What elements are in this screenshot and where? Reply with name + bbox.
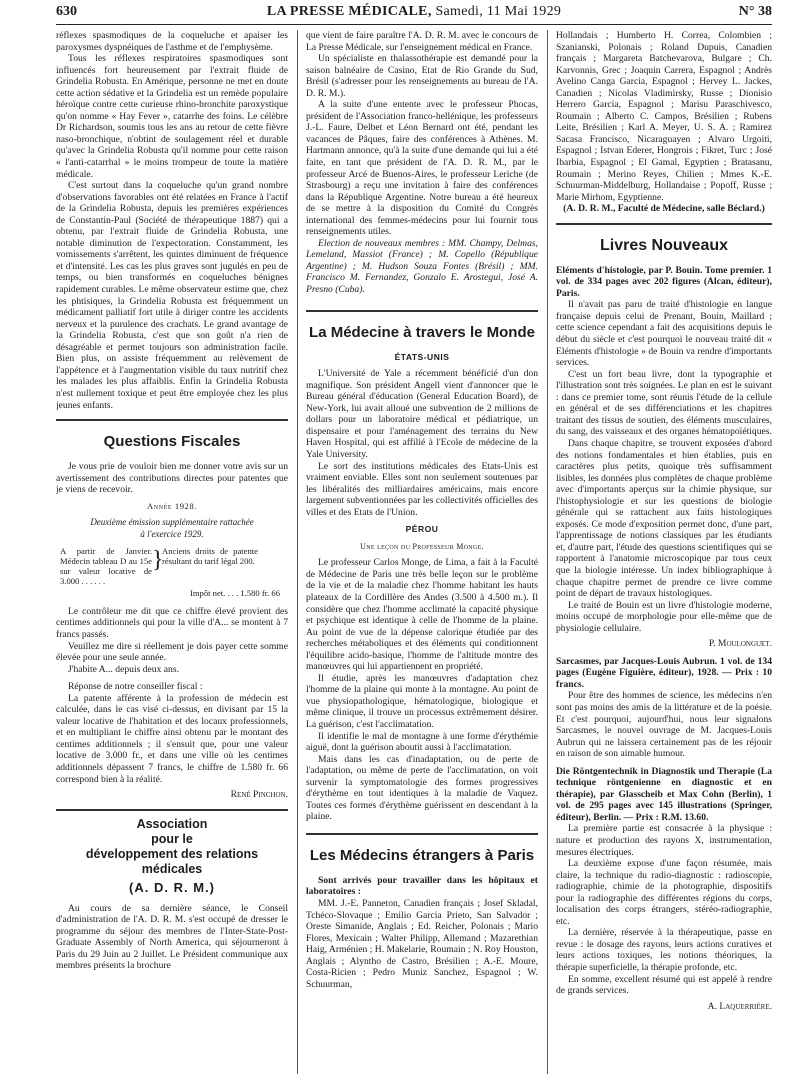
section-title-medecins-etrangers: Les Médecins étrangers à Paris — [309, 846, 535, 864]
signature: René Pinchon. — [230, 789, 288, 801]
paragraph: MM. J.-E. Panneton, Canadien français ; Josef Skladal, Tchéco-Slovaque ; Emilio Garcia Prieto, San Salvador ; Oreste Simanide, Anglais ; Ed. Reicher, Polonais ; Mario Flores, Mexicain ; Walter Philipp, Allemand ; Mazarethian Haig, Arménien ; H. Makelarie, Roumain ; N. Roy Houston, Anglais ; Alyntho de Castro, Brésilien ; A.-E. Moure, Costa-Ricien ; Pedro Muniz Sanchez, Espagnol ; W. Schuurman, — [306, 898, 538, 990]
title-line: pour le — [151, 831, 193, 846]
title-line: Association — [136, 816, 208, 831]
paragraph: L'Université de Yale a récemment bénéficié d'un don magnifique. Son président Angell vient d'annoncer que le Bureau général d'éducation (General Education Board), de New-York, lui avait alloué une subvention de 2 millions de dollars pour un laboratoire médical et pédiatrique, un dispensaire et pour l'aménagement des terrains du New Haven Hospital, qui est affilié à l'Ecole de médecine de la Yale University. — [306, 368, 538, 460]
column-1 — [56, 30, 288, 1074]
paragraph: La première partie est consacrée à la physique : nature et production des rayons X, instrumentation, mesures électriques. — [556, 823, 772, 858]
paragraph: Mais dans les cas d'inadaptation, ou de perte de l'adaptation, ou même de perte de l'acclimatation, on voit survenir la symptomatologie des formes progressives d'érythème en tout identiques à la maladie de Vaquez. Toutes ces formes d'érythème guérissent en descendant à la plaine. — [306, 753, 538, 823]
title-line: (A. D. R. M.) — [129, 879, 215, 895]
paragraph: La dernière, réservée à la thérapeutique, passe en revue : le dosage des rayons, leurs actions curatives et leurs actions toxiques, les notions théoriques, la thérapie superficielle, la thérapie profonde, etc. — [556, 927, 772, 974]
emission-line: Deuxième émission supplémentaire rattachée — [90, 517, 254, 528]
paragraph: La patente afférente à la profession de médecin est calculée, dans le cas visé ci-dessus, en divisant par 15 la valeur locative de l'habitation et des locaux professionnels, et en multipliant le chiffre ainsi obtenu par le montant des centimes additionnels ; il s'ensuit que, pour une valeur locative de 3.000 fr., et dans une ville où les centimes additionnels dépassent 7 francs, le chiffre de 1.580 fr. 66 correspond bien à la réalité. — [56, 692, 288, 785]
book-entry-heading: Die Röntgentechnik in Diagnostik und Therapie (La technique röntgenienne en diagnostic et en thérapie), par Glasscheib et Max Cohn (Berlin), 1 vol. de 295 pages avec 145 illustrations (Springer, éditeur), Berlin. — Prix : R.M. 13.60. — [556, 765, 772, 823]
paragraph: La deuxième expose d'une façon résumée, mais claire, la technique du radio-diagnostic : radioscopie, radiographie, chimie de la photographie, dispositifs pour la radiographie des différentes régions du corps, localisation des corps étrangers, stéréo-radiographie, etc. — [556, 858, 772, 927]
paragraph: A la suite d'une entente avec le professeur Phocas, président de l'Association franco-hellénique, les professeurs J.-L. Faure, Delbet et Léon Bernard ont été, pendant les vacances de Pâques, faire des conférences à Athènes. M. Hartmann annonce, qu'à la suite d'une demande qui lui a été faite, en tant que président de l'A. D. R. M., par le professeur Arcé de Buenos-Aires, le professeur Leriche (de Strasbourg) a reçu une invitation à faire des conférences dans la République Argentine. Notre bureau a été heureux de se mettre à la disposition du Comité du Congrès international des femmes-médecins pour lui fournir tous renseignements utiles. — [306, 99, 538, 238]
paragraph: C'est un fort beau livre, dont la typographie et l'illustration sont très soignées. Le plan en est le suivant : dans ce premier tome, sont réunis l'étude de la cellule en général et de ses différenciations et les chapitres traitant des tissus de soutien, des éléments musculaires, du sang, des vaisseaux et des organes hématopoïétiques. — [556, 368, 772, 438]
tax-table-left: A partir de Janvier. Médecin tableau D au 15e sur valeur locative de 3.000 . . . . . . — [60, 546, 152, 587]
section-divider — [56, 809, 288, 811]
journal-name: LA PRESSE MÉDICALE, — [266, 4, 432, 19]
page-header — [56, 2, 772, 25]
paragraph: Il identifie le mal de montagne à une forme d'érythémie aiguë, dont la guérison aboutit aussi à l'acclimatation. — [306, 730, 538, 754]
page-number: 630 — [56, 4, 77, 19]
paragraph: Il n'avait pas paru de traité d'histologie en langue française depuis celui de Prenant, Bouin, Maillard ; cette science cependant a fait des acquisitions depuis le début du siècle et c'est pourquoi le nouveau traité dit « Eléments d'histologie » de Bouin va rendre d'importants services. — [556, 299, 772, 369]
paragraph: J'habite A... depuis deux ans. — [68, 663, 179, 675]
subsection-heading: PÉROU — [405, 524, 439, 535]
tax-table — [60, 546, 288, 586]
book-entry-heading: Eléments d'histologie, par P. Bouin. Tome premier. 1 vol. de 334 pages avec 202 figures (Alcan, éditeur), Paris. — [556, 264, 772, 299]
paragraph: En somme, excellent résumé qui est appelé à rendre de grands services. — [556, 973, 772, 997]
paragraph: C'est surtout dans la coqueluche qu'un grand nombre d'observations favorables ont été relatées en France à l'actif de la Grindelia Robusta, depuis les premières expériences de Constantin-Paul (Société de thérapeutique 1887) qui a obtenu, par l'extrait fluide de Grindelia Robusta, une notable diminution de l'expectoration. Constamment, les vomissements s'arrêtent, les quintes diminuent de fréquence et d'intensité. Les cas les plus graves sont jugulés en peu de temps, ou bien transformés en coqueluches bénignes rapidement curables. Le même observateur estime que, chez les phtisiques, la Grindelia Robusta est fréquemment un médicament palliatif fort utile à diriger contre les accidents nerveux et la purulence des crachats. Le grand avantage de la Grindelia Robusta, c'est que son goût n'a rien de désagréable et permet toujours son administration facile. Bien plus, on assiste fréquemment au relèvement de l'appétence et à l'augmentation visible du taux nutritif chez les malades les plus affaiblis. Enfin la Grindelia Robusta n'est nullement toxique et peut être employée chez les plus jeunes enfants. — [56, 180, 288, 411]
paragraph: Veuillez me dire si réellement je dois payer cette somme élevée pour une seule année. — [56, 640, 288, 664]
paragraph: Il étudie, après les manœuvres d'adaptation chez l'homme de la plaine qui monte à la montagne. Au point de vue physiopathologique, hématologique, biologique et même clinique, il trouve un processus extrêmement désirer. La guérison, c'est l'acclimatation. — [306, 672, 538, 730]
paragraph: Election de nouveaux membres : MM. Champy, Delmas, Lemeland, Massiot (France) ; M. Copello (République Argentine) ; M. Hudson Souza Fontes (Brésil) ; MM. Francisco M. Fernandez, Gonzalo E. Arostegui, José A. Presno (Cuba). — [306, 237, 538, 296]
issue-number: N° 38 — [738, 4, 772, 19]
section-title-livres-nouveaux: Livres Nouveaux — [599, 236, 729, 254]
book-entry-heading: Sarcasmes, par Jacques-Louis Aubrun. 1 vol. de 134 pages (Eugène Figuière, éditeur), 1928. — Prix : 10 francs. — [556, 655, 772, 690]
title-line: développement des relations médicales — [85, 846, 259, 876]
tax-net-line: Impôt net. . . . 1.580 fr. 66 — [190, 588, 280, 599]
year-line: Année 1928. — [147, 500, 197, 511]
subsection-heading: ÉTATS-UNIS — [394, 351, 450, 362]
emission-line: à l'exercice 1929. — [140, 528, 204, 539]
paragraph: Le traité de Bouin est un livre d'histologie moderne, moins occupé de morphologie pour elle-même que de physiologie cellulaire. — [556, 599, 772, 634]
paragraph: Pour être des hommes de science, les médecins n'en sont pas moins des amis de la littérature et de la poésie. Et c'est pourquoi, aujourd'hui, nous leur signalons Sarcasmes, le nouvel ouvrage de M. Jacques-Louis Aubrun qui ne laissera certainement pas de les réjouir en raison de son aimable humour. — [556, 690, 772, 760]
column-2 — [306, 30, 538, 1074]
section-divider — [556, 223, 772, 225]
paragraph: réflexes spasmodiques de la coqueluche et apaiser les paroxysmes dyspnéiques de l'asthme et de l'emphysème. — [56, 30, 288, 53]
paragraph: que vient de faire paraître l'A. D. R. M. avec le concours de La Presse Médicale, sur l'enseignement médical en France. — [306, 30, 538, 53]
paragraph: Le sort des institutions médicales des Etats-Unis est vraiment enviable. Elles sont non seulement soutenues par les libéralités des milliardaires américains, mais encore largement subventionnées par les collectivités officielles des villes et des Etats de l'Union. — [306, 460, 538, 518]
signature: P. Moulonguet. — [708, 638, 772, 650]
section-title-association — [56, 817, 288, 895]
paragraph: Je vous prie de vouloir bien me donner votre avis sur un avertissement des contributions directes pour patentes que je viens de recevoir. — [56, 461, 288, 496]
paragraph: Hollandais ; Humberto H. Correa, Colombien ; Szanianski, Polonais ; Roland Dupuis, Canadien français ; Margareta Batchevarova, Bulgare ; Ch. Karvonnis, Grec ; Joaquin Carrera, Espagnol ; Andrès Avelino Canga Garcia, Espagnol ; Hervey L. Jackes, Canadien ; Nicolas Vladimirsky, Russe ; Dionisio Herrero Garcia, Espagnol ; Marisu Paraschivesco, Roumain ; Alberto C. Campos, Brésilien ; Rubens Leite, Brésilien ; Karl A. Meyer, U. S. A. ; Ramirez Sacasa Francisco, Nicaraguayen ; Alvaro Urgoiti, Espagnol ; Istvan Ederer, Hongrois ; Fikret, Turc ; José Ibarbia, Espagnol ; El Gamal, Egyptien ; Bratasanu, Roumain ; Merino Reyes, Chilien ; Mmes K.-E. Schuurman-Middelburg, Hollandaise ; Popoff, Russe ; Marie Mirhom, Egyptienne. — [556, 30, 772, 203]
paragraph: (A. D. R. M., Faculté de Médecine, salle Béclard.) — [563, 203, 765, 215]
tax-table-right: Anciens droits de patente résultant du tarif légal 200. — [162, 546, 258, 567]
column-divider — [547, 30, 548, 1074]
section-title-medecine-monde: La Médecine à travers le Monde — [309, 323, 535, 341]
signature: A. Laquerrière. — [707, 1000, 772, 1012]
paragraph: Réponse de notre conseiller fiscal : — [68, 681, 203, 693]
column-divider — [297, 30, 298, 1074]
section-divider — [306, 310, 538, 312]
column-3 — [556, 30, 772, 1074]
paragraph: Le professeur Carlos Monge, de Lima, a fait à la Faculté de Médecine de Paris une très belle leçon sur le problème de la vie et de la maladie chez l'homme habitant les hauts plateaux de la Cordillère des Andes (3.500 à 4.500 m.). Il considère que chez l'homme acclimaté la capacité physique et psychique est identique à celle de l'homme de la plaine. Au point de vue de la dépense calorique étudiée par des recherches métaboliques et des éléments qui conditionnent l'équilibre acido-basique, l'homme de l'altitude montre des manœuvres qui lui appartiennent en propriété. — [306, 557, 538, 673]
paragraph: Le contrôleur me dit que ce chiffre élevé provient des centimes additionnels qui pour la ville d'A... se montent à 7 francs passés. — [56, 605, 288, 640]
paragraph: Tous les réflexes respiratoires spasmodiques sont influencés fort heureusement par l'extrait fluide de Grindelia Robusta. En Amérique, personne ne met en doute cette action sédative et la Grindelia est un remède populaire héroïque contre cette curieuse rhino-bronchite paroxystique qu'on nomme « Hay Fever », catarrhe des foins. Le célèbre Dr Richardson, soumis tous les ans au retour de cette fièvre naso-bronchique, n'obtint de soulagement réel et durable qu'avec la Grindelia Robusta qu'il nomme pour cette raison « l'anti-catarrhal » le moins trompeur de toute la matière médicale. — [56, 53, 288, 180]
issue-date: Samedi, 11 Mai 1929 — [435, 4, 562, 19]
section-divider — [56, 419, 288, 421]
brace-icon: } — [152, 547, 164, 574]
paragraph: Au cours de sa dernière séance, le Conseil d'administration de l'A. D. R. M. s'est occupé de dresser le programme du séjour des membres de l'Inter-State-Post-Graduate Assembly of North America, qui séjourneront à Paris du 29 Juin au 2 Juillet. Le Président communique aux membres présents la brochure — [56, 902, 288, 972]
paragraph: Un spécialiste en thalassothérapie est demandé pour la saison balnéaire de Casino, Etat de Rio Grande du Sud, Brésil (s'adresser pour les renseignements au bureau de l'A. D. R. M.). — [306, 53, 538, 99]
section-title-questions-fiscales: Questions Fiscales — [103, 433, 241, 451]
paragraph: Sont arrivés pour travailler dans les hôpitaux et laboratoires : — [306, 874, 538, 898]
subsection-subtitle: Une leçon du Professeur Monge. — [360, 541, 484, 551]
journal-title-line — [56, 4, 772, 20]
paragraph: Dans chaque chapitre, se trouvent exposées d'abord des notions fondamentales et bien établies, puis en caractères plus petits, quoique très suffisamment lisibles, les données plus complètes de chaque problème avec d'importants aperçus sur la chimie physique, sur l'histophysiologie et sur les questions de biologie générale qui se rattachent aux faits histologiques exposés. Ce mode d'exposition permet donc, d'une part, l'apprentissage de notions classiques par les étudiants et, d'autre part, l'étude des questions scientifiques qui se rapportent à l'anatomie microscopique par tous ceux que la biologie intéresse. Un index bibliographique à chaque chapitre permet de prendre ce livre comme point de départ de travaux histologiques. — [556, 437, 772, 600]
section-divider — [306, 833, 538, 835]
